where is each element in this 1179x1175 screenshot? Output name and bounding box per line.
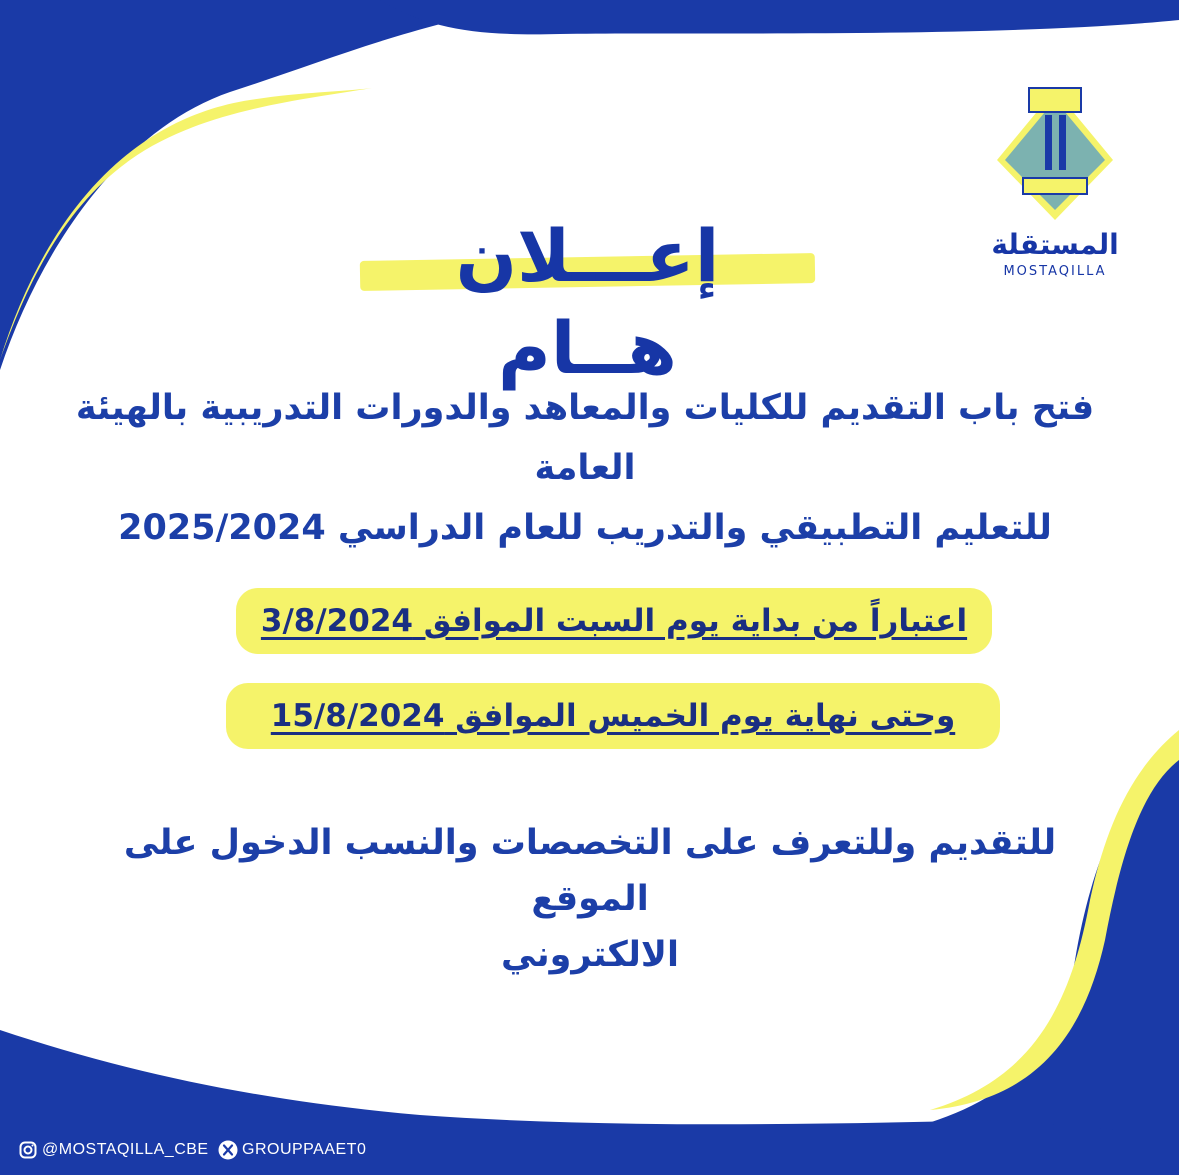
logo-arabic-wordmark: المستقلة	[991, 228, 1119, 261]
start-date-text: اعتباراً من بداية يوم السبت الموافق 3/8/2024	[260, 603, 968, 639]
announcement-title-block	[360, 205, 820, 390]
instagram-handle[interactable]	[18, 1140, 209, 1160]
outro-line-1: للتقديم وللتعرف على التخصصات والنسب الدخول على الموقع	[123, 823, 1057, 919]
announcement-title: إعـــلان هــام	[455, 214, 720, 390]
outro-line-2: الالكتروني	[501, 935, 679, 975]
x-handle-text: GROUPPAAET0	[242, 1141, 367, 1158]
x-handle[interactable]	[218, 1140, 366, 1160]
mostaqilla-logo	[965, 60, 1145, 290]
end-date-text: وحتى نهاية يوم الخميس الموافق 15/8/2024	[270, 698, 956, 734]
intro-line-1: فتح باب التقديم للكليات والمعاهد والدورات التدريبية بالهيئة العامة	[75, 388, 1095, 488]
end-date-pill	[226, 683, 1000, 749]
top-right-blue-band	[380, 0, 1179, 34]
start-date-pill	[236, 588, 992, 654]
outro-paragraph	[90, 815, 1090, 983]
intro-paragraph	[60, 378, 1110, 558]
intro-line-2: للتعليم التطبيقي والتدريب للعام الدراسي 2025/2024	[118, 508, 1052, 548]
x-icon	[218, 1140, 238, 1160]
instagram-handle-text: @MOSTAQILLA_CBE	[42, 1141, 209, 1158]
logo-latin-wordmark: MOSTAQILLA	[1003, 264, 1107, 279]
instagram-icon	[18, 1140, 38, 1160]
logo-emblem	[965, 60, 1145, 230]
